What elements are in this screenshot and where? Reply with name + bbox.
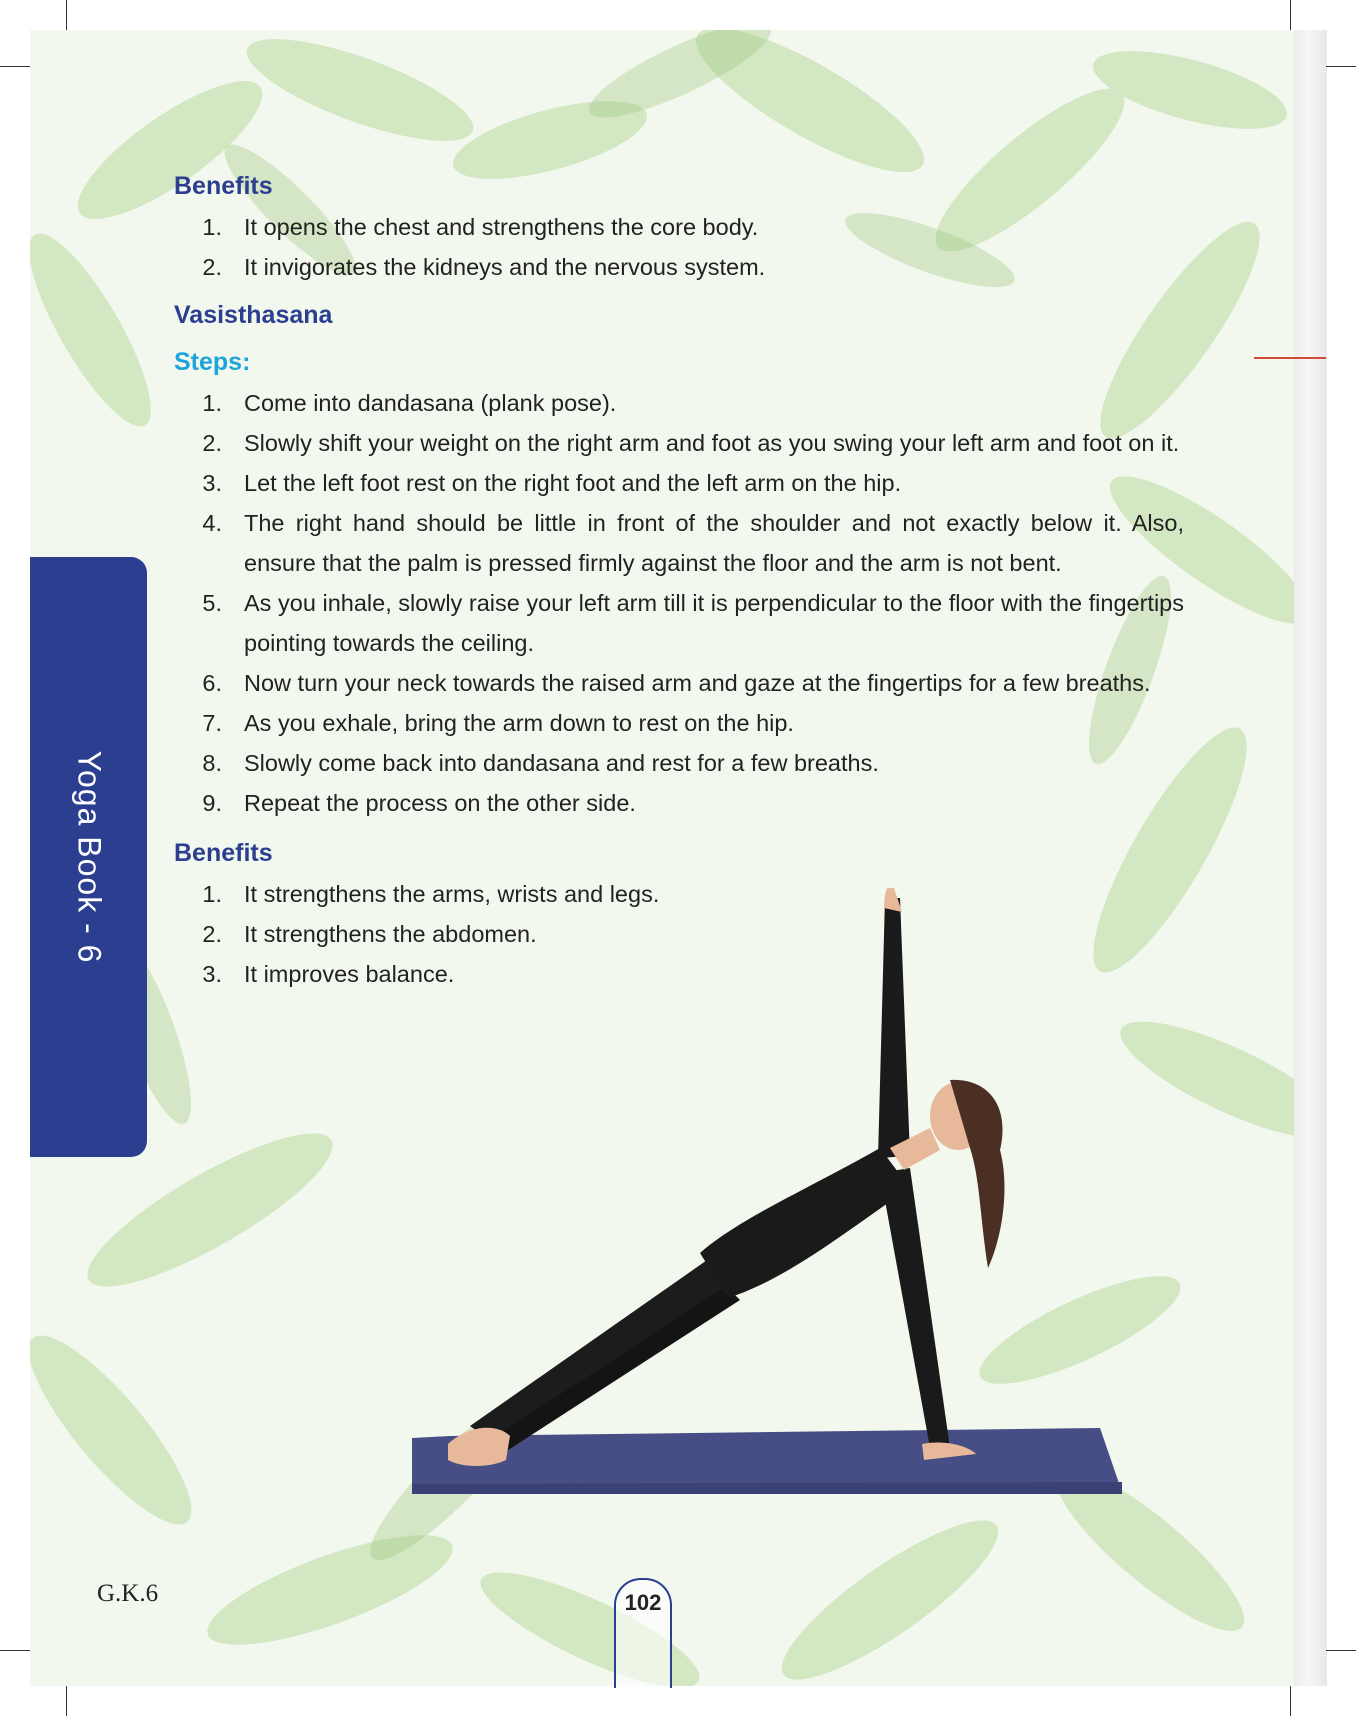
woman-side-plank-photo-icon	[410, 888, 1130, 1498]
list-item	[174, 207, 1184, 247]
list-text: Now turn your neck towards the raised arm and gaze at the fingertips for a few breaths.	[244, 670, 1151, 696]
list-text: It strengthens the arms, wrists and legs.	[244, 881, 660, 907]
list-number: 2.	[202, 430, 222, 456]
list-number: 1.	[202, 390, 222, 416]
page-number-tab	[614, 1578, 672, 1688]
steps-list	[174, 383, 1184, 823]
list-item	[174, 703, 1184, 743]
crop-mark	[1326, 66, 1356, 67]
crop-mark	[1290, 1686, 1291, 1716]
list-number: 2.	[202, 254, 222, 280]
crop-mark	[66, 1686, 67, 1716]
list-text: Slowly come back into dandasana and rest for a few breaths.	[244, 750, 879, 776]
list-item	[174, 247, 1184, 287]
list-item	[174, 383, 1184, 423]
list-text: It improves balance.	[244, 961, 455, 987]
crop-mark	[0, 1650, 30, 1651]
crop-mark	[66, 0, 67, 30]
list-number: 3.	[202, 470, 222, 496]
list-number: 9.	[202, 790, 222, 816]
list-text: Come into dandasana (plank pose).	[244, 390, 617, 416]
list-text: Repeat the process on the other side.	[244, 790, 636, 816]
steps-heading: Steps:	[174, 348, 251, 376]
list-number: 3.	[202, 961, 222, 987]
list-item	[174, 743, 1184, 783]
list-text: It strengthens the abdomen.	[244, 921, 537, 947]
list-item	[174, 463, 1184, 503]
list-item	[174, 663, 1184, 703]
crop-mark	[1326, 1650, 1356, 1651]
page-number: 102	[624, 1590, 662, 1615]
list-number: 6.	[202, 670, 222, 696]
main-content	[174, 168, 1184, 994]
list-item	[174, 503, 1184, 583]
list-item	[174, 783, 1184, 823]
paper-edge-strip	[1294, 30, 1327, 1686]
crop-mark	[0, 66, 30, 67]
pose-title: Vasisthasana	[174, 301, 333, 329]
registration-mark	[1254, 357, 1326, 359]
list-text: As you exhale, bring the arm down to rest on the hip.	[244, 710, 794, 736]
book-code-label: G.K.6	[97, 1580, 159, 1607]
list-number: 7.	[202, 710, 222, 736]
list-item	[174, 583, 1184, 663]
list-item	[174, 423, 1184, 463]
list-number: 8.	[202, 750, 222, 776]
list-text: It opens the chest and strengthens the core body.	[244, 214, 759, 240]
side-tab-label: Yoga Book - 6	[71, 750, 107, 964]
list-text: Slowly shift your weight on the right arm and foot as you swing your left arm and foot on it.	[244, 430, 1180, 456]
list-number: 5.	[202, 590, 222, 616]
list-text: Let the left foot rest on the right foot and the left arm on the hip.	[244, 470, 902, 496]
benefits-heading: Benefits	[174, 172, 273, 200]
list-number: 1.	[202, 214, 222, 240]
list-text: It invigorates the kidneys and the nervous system.	[244, 254, 766, 280]
benefits-heading: Benefits	[174, 839, 273, 867]
list-text: The right hand should be little in front of the shoulder and not exactly below it. Also, ensure that the palm is pressed firmly against the floor and the arm is not bent.	[244, 510, 1184, 576]
list-text: As you inhale, slowly raise your left arm till it is perpendicular to the floor with the fingertips pointing towards the ceiling.	[244, 590, 1184, 656]
list-number: 1.	[202, 881, 222, 907]
side-tab	[30, 557, 147, 1157]
list-number: 4.	[202, 510, 222, 536]
list-number: 2.	[202, 921, 222, 947]
benefits-list	[174, 207, 1184, 287]
crop-mark	[1290, 0, 1291, 30]
